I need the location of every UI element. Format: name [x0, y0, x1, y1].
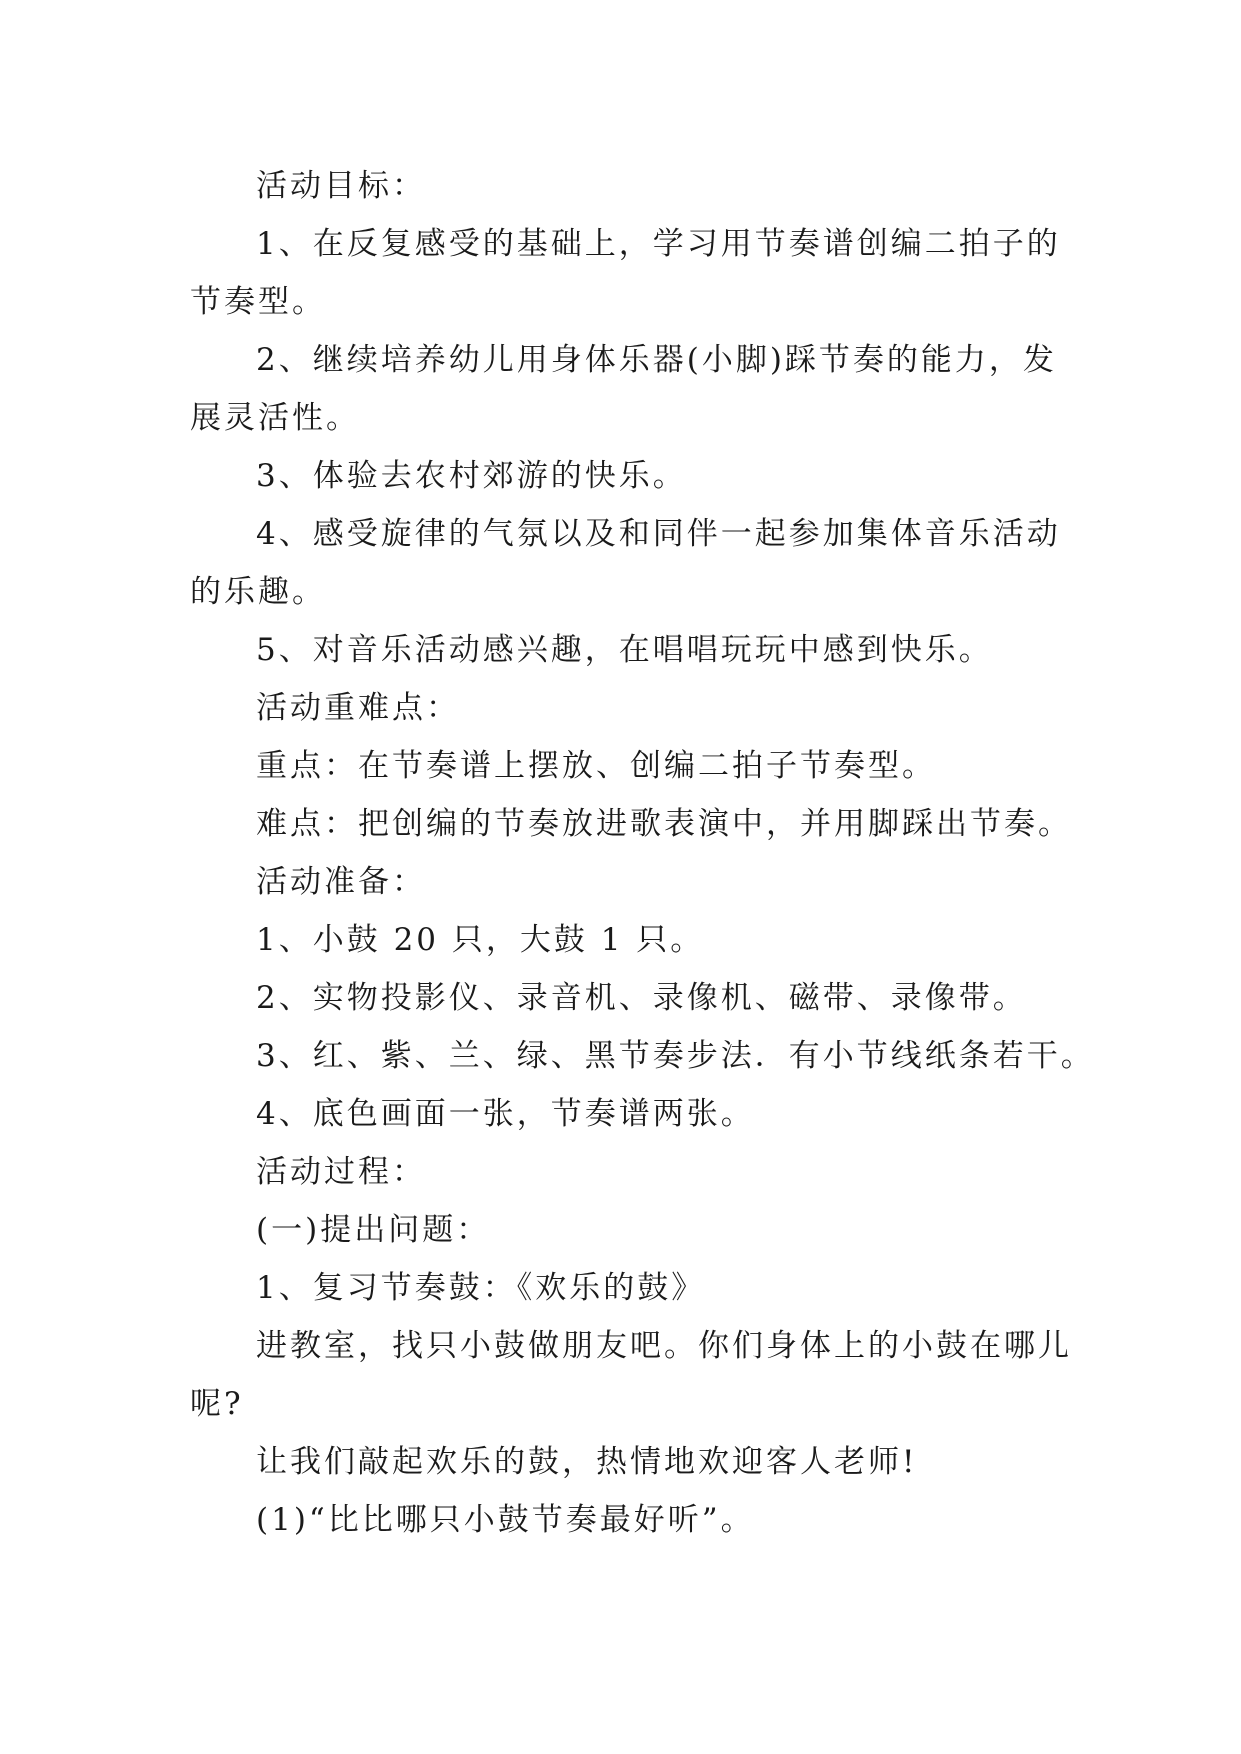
goal-5: 5、对音乐活动感兴趣，在唱唱玩玩中感到快乐。 [256, 632, 993, 668]
heading-process: 活动过程： [256, 1154, 426, 1190]
goal-4-line-1: 4、感受旋律的气氛以及和同伴一起参加集体音乐活动 [256, 516, 1061, 552]
goal-4-line-2: 的乐趣。 [190, 574, 326, 610]
heading-preparation: 活动准备： [256, 864, 426, 900]
heading-key-points: 活动重难点： [256, 690, 460, 726]
process-item-1: 1、复习节奏鼓：《欢乐的鼓》 [256, 1270, 706, 1306]
prep-2: 2、实物投影仪、录音机、录像机、磁带、录像带。 [256, 980, 1027, 1016]
process-step-1: (一)提出问题： [256, 1212, 491, 1248]
prep-1: 1、小鼓 20 只，大鼓 1 只。 [256, 922, 705, 958]
goal-1-line-1: 1、在反复感受的基础上，学习用节奏谱创编二拍子的 [256, 226, 1061, 262]
prep-4: 4、底色画面一张，节奏谱两张。 [256, 1096, 755, 1132]
goal-2-line-1: 2、继续培养幼儿用身体乐器(小脚)踩节奏的能力，发 [256, 342, 1057, 378]
process-text-welcome: 让我们敲起欢乐的鼓，热情地欢迎客人老师! [256, 1444, 918, 1480]
process-sub-item-1: (1)“比比哪只小鼓节奏最好听”。 [256, 1502, 755, 1538]
goal-3: 3、体验去农村郊游的快乐。 [256, 458, 687, 494]
difficult-point: 难点：把创编的节奏放进歌表演中，并用脚踩出节奏。 [256, 806, 1072, 842]
process-text-line-2: 呢? [190, 1386, 244, 1422]
goal-2-line-2: 展灵活性。 [190, 400, 360, 436]
prep-3: 3、红、紫、兰、绿、黑节奏步法．有小节线纸条若干。 [256, 1038, 1095, 1074]
process-text-line-1: 进教室，找只小鼓做朋友吧。你们身体上的小鼓在哪儿 [256, 1328, 1072, 1364]
goal-1-line-2: 节奏型。 [190, 284, 326, 320]
key-point: 重点：在节奏谱上摆放、创编二拍子节奏型。 [256, 748, 936, 784]
heading-activity-goals: 活动目标： [256, 168, 426, 204]
